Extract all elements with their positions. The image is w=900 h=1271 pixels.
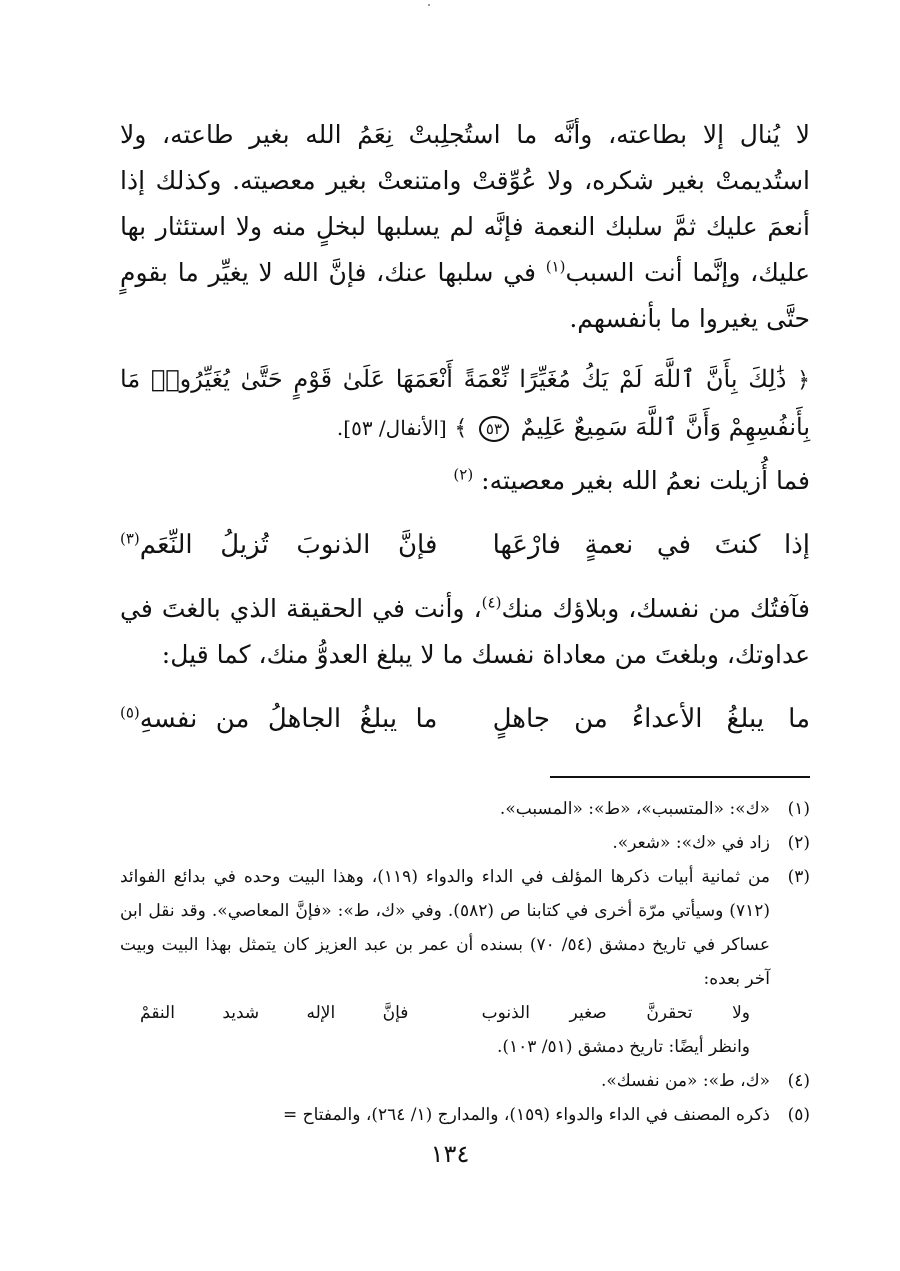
footnote-3-poem-first: ولا تحقرنَّ صغير الذنوب [481,1003,750,1023]
footnote-4 [120,1064,810,1098]
footnote-3-poem [120,996,810,1030]
verse-close-bracket: ﴾ [454,416,468,441]
poem-2-second-hemistich [120,696,437,742]
footnote-1-number: (١) [787,799,810,819]
poem-1-second-text: فإنَّ الذنوبَ تُزيلُ النِّعَم [139,530,438,560]
footnote-4-number: (٤) [787,1071,810,1091]
paragraph-2 [120,458,810,504]
ayah-number-medallion: ٥٣ [479,416,509,442]
paragraph-3 [120,586,810,678]
paragraph-1-continued: في سلبها عنك، فإنَّ الله لا يغيِّر ما بقومٍ حتَّى يغيروا ما بأنفسهم. [120,258,810,333]
page-number: ١٣٤ [430,1140,470,1168]
footnote-3 [120,860,810,996]
poem-verse-2 [120,696,810,742]
footnote-5-number: (٥) [787,1105,810,1125]
footnote-2 [120,826,810,860]
footnote-separator [550,776,810,778]
paragraph-1-text: لا يُنال إلا بطاعته، وأنَّه ما استُجلِبتْ نِعَمُ الله بغير طاعته، ولا استُديمتْ بغير شكره، ولا عُوِّقتْ وامتنعتْ بغير معصيته. وكذلك إذا أنعمَ عليك ثمَّ سلبك النعمة فإنَّه لم يسلبها لبخلٍ منه ولا استئثار بها عليك، وإنَّما أنت السبب [120,120,810,287]
footnote-3-number: (٣) [787,867,810,887]
paragraph-3-text-a: فآفتُك من نفسك، وبلاؤك منك [501,594,810,623]
footnote-ref-3: (٣) [120,529,140,548]
footnote-3-poem-second: فإنَّ الإله شديد النقمْ [140,1003,409,1023]
poem-verse-1 [120,522,810,568]
verse-open-bracket: ﴿ [797,368,810,393]
footnote-ref-2: (٢) [453,465,474,484]
footnote-ref-5: (٥) [120,703,140,722]
footnote-2-text: زاد في «ك»: «شعر». [612,833,770,853]
poem-1-second-hemistich [120,522,437,568]
footnote-3-tail: وانظر أيضًا: تاريخ دمشق (٥١/ ١٠٣). [496,1037,750,1057]
footnote-ref-4: (٤) [481,593,502,612]
footnote-4-text: «ك، ط»: «من نفسك». [600,1071,770,1091]
footnote-5-text: ذكره المصنف في الداء والدواء (١٥٩)، والمدارج (١/ ٢٦٤)، والمفتاح = [282,1105,770,1125]
poem-2-second-text: ما يبلغُ الجاهلُ من نفسهِ [139,704,438,734]
page-body [120,112,810,1132]
footnote-ref-1: (١) [545,257,566,276]
poem-1-first-hemistich: إذا كنتَ في نعمةٍ فارْعَها [492,530,810,560]
footnote-5 [120,1098,810,1132]
quran-verse [120,356,810,452]
footnote-1 [120,792,810,826]
paragraph-1 [120,112,810,342]
verse-reference: [الأنفال/ ٥٣]. [336,416,447,440]
paragraph-3-text-b: ، وأنت في الحقيقة الذي بالغتَ في عداوتك، وبلغتَ من معاداة نفسك ما لا يبلغ العدوُّ منك، كما قيل: [120,594,810,669]
footnote-2-number: (٢) [787,833,810,853]
paragraph-2-text: فما أُزيلت نعمُ الله بغير معصيته: [481,466,810,495]
verse-text: ذَٰلِكَ بِأَنَّ ٱللَّهَ لَمْ يَكُ مُغَيِّرًا نِّعْمَةً أَنْعَمَهَا عَلَىٰ قَوْمٍ حَتَّىٰ يُغَيِّرُوا۟ مَا بِأَنفُسِهِمْ وَأَنَّ ٱللَّهَ سَمِيعٌ عَلِيمٌ [120,365,810,441]
footnote-3-text: من ثمانية أبيات ذكرها المؤلف في الداء والدواء (١١٩)، وهذا البيت وحده في بدائع الفوائد (٧١٢) وسيأتي مرّة أخرى في كتابنا ص (٥٨٢). وفي «ك، ط»: «فإنَّ المعاصي». وقد نقل ابن عساكر في تاريخ دمشق (٥٤/ ٧٠) بسنده أن عمر بن عبد العزيز كان يتمثل بهذا البيت وبيت آخر بعده: [120,867,771,989]
scan-mark [428,4,430,6]
poem-2-first-hemistich: ما يبلغُ الأعداءُ من جاهلٍ [492,704,810,734]
footnote-1-text: «ك»: «المتسبب»، «ط»: «المسبب». [499,799,770,819]
footnotes [120,792,810,1132]
